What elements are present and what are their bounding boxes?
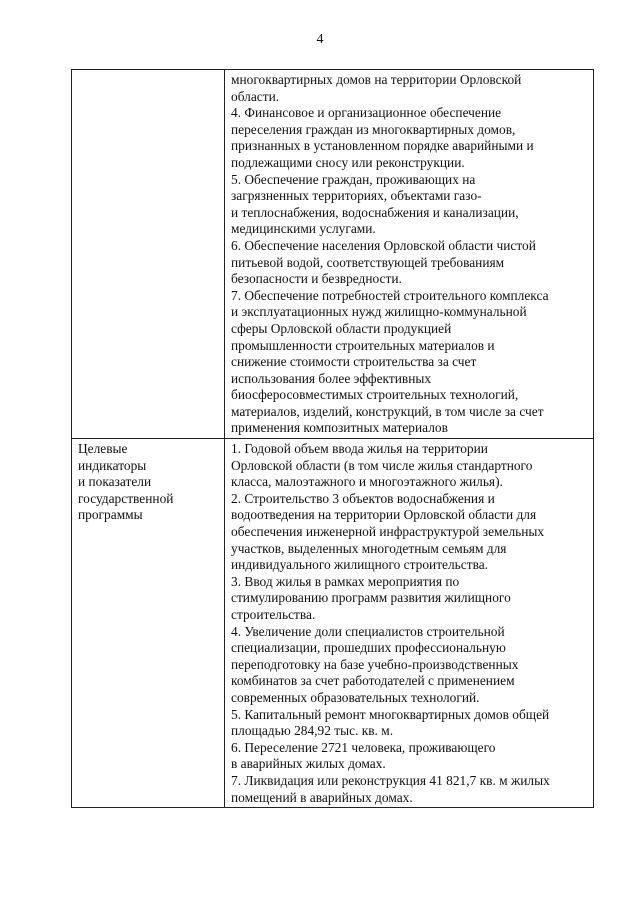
content-line: 6. Обеспечение населения Орловской области чистой — [231, 237, 536, 253]
heading-line: индикаторы — [78, 457, 147, 473]
content-line: промышленности строительных материалов и — [231, 337, 495, 353]
content-line: 7. Ликвидация или реконструкция 41 821,7 кв. м жилых — [231, 772, 550, 788]
content-line: 3. Ввод жилья в рамках мероприятия по — [231, 573, 460, 589]
table-row — [72, 70, 594, 439]
content-line: безопасности и безвредности. — [231, 271, 402, 287]
content-line: водоотведения на территории Орловской области для — [231, 507, 537, 523]
table-body — [72, 70, 594, 808]
content-line: переселения граждан из многоквартирных домов, — [231, 121, 516, 137]
content-line: 4. Финансовое и организационное обеспечение — [231, 105, 502, 121]
row-heading-cell — [72, 70, 225, 439]
content-line: использования более эффективных — [231, 370, 432, 386]
content-line: сферы Орловской области продукцией — [231, 320, 452, 336]
program-table — [71, 69, 594, 808]
content-line: специализации, прошедших профессиональную — [231, 640, 506, 656]
heading-line: программы — [78, 507, 143, 523]
content-line: помещений в аварийных домах. — [231, 789, 413, 805]
content-line: многоквартирных домов на территории Орловской — [231, 72, 522, 87]
content-line: биосферосовместимых строительных технологий, — [231, 387, 519, 403]
content-line: индивидуального жилищного строительства. — [231, 557, 489, 573]
heading-line: государственной — [78, 490, 174, 506]
content-line: класса, малоэтажного и многоэтажного жилья). — [231, 474, 503, 490]
content-line: и теплоснабжения, водоснабжения и канализации, — [231, 204, 519, 220]
content-line: 6. Переселение 2721 человека, проживающего — [231, 739, 496, 755]
content-line: Орловской области (в том числе жилья стандартного — [231, 457, 533, 473]
row-heading-cell — [72, 439, 225, 808]
content-line: 7. Обеспечение потребностей строительного комплекса — [231, 287, 549, 303]
content-line: 2. Строительство 3 объектов водоснабжения и — [231, 490, 495, 506]
content-line: в аварийных жилых домах. — [231, 756, 386, 772]
row-content-cell — [225, 439, 594, 808]
content-line: современных образовательных технологий. — [231, 689, 480, 705]
heading-line: и показатели — [78, 474, 152, 490]
content-line: участков, выделенных многодетным семьям для — [231, 540, 507, 556]
content-line: комбинатов за счет работодателей с применением — [231, 673, 515, 689]
content-line: применения композитных материалов — [231, 420, 448, 436]
content-line: питьевой водой, соответствующей требованиям — [231, 254, 505, 270]
content-line: обеспечения инженерной инфраструктурой земельных — [231, 524, 545, 540]
content-line: материалов, изделий, конструкций, в том числе за счет — [231, 403, 544, 419]
content-line: стимулированию программ развития жилищного — [231, 590, 511, 606]
content-line: снижение стоимости строительства за счет — [231, 354, 477, 370]
content-line: области. — [231, 88, 280, 104]
content-line: переподготовку на базе учебно-производственных — [231, 656, 519, 672]
content-line: и эксплуатационных нужд жилищно-коммунальной — [231, 304, 527, 320]
content-line: подлежащими сносу или реконструкции. — [231, 154, 465, 170]
content-line: 1. Годовой объем ввода жилья на территории — [231, 441, 488, 457]
content-line: площадью 284,92 тыс. кв. м. — [231, 723, 394, 739]
content-line: медицинскими услугами. — [231, 221, 376, 237]
table-row — [72, 439, 594, 808]
content-line: 4. Увеличение доли специалистов строительной — [231, 623, 505, 639]
content-line: 5. Капитальный ремонт многоквартирных домов общей — [231, 706, 550, 722]
content-line: 5. Обеспечение граждан, проживающих на — [231, 171, 476, 187]
row-content-cell — [225, 70, 594, 439]
page-number: 4 — [316, 32, 324, 47]
content-line: строительства. — [231, 607, 316, 622]
content-line: загрязненных территориях, объектами газо- — [231, 188, 482, 204]
content-line: признанных в установленном порядке аварийными и — [231, 138, 534, 154]
heading-line: Целевые — [78, 441, 128, 457]
